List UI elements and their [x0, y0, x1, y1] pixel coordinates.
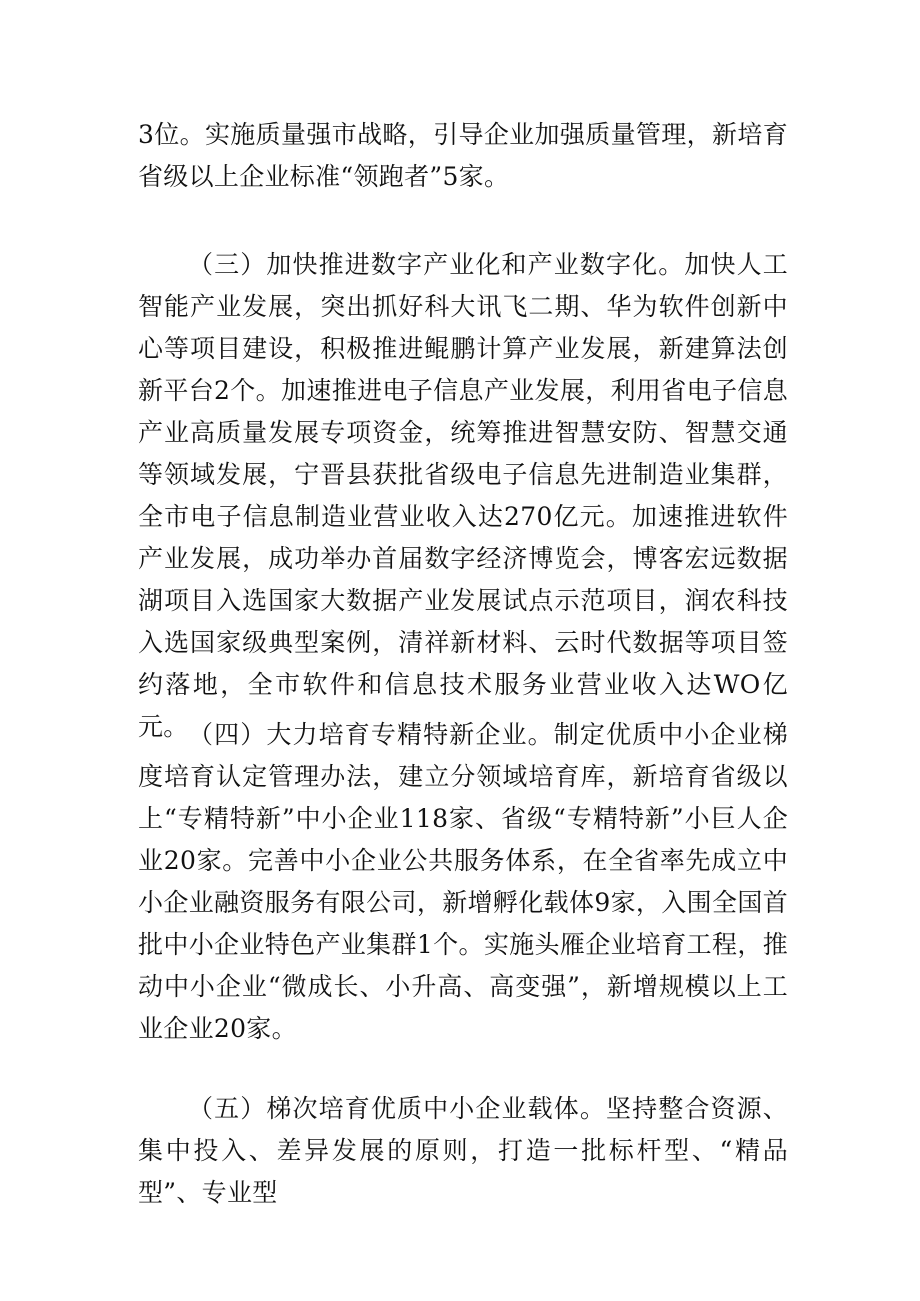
- paragraph-quality-strategy: 3位。实施质量强市战略，引导企业加强质量管理，新培育省级以上企业标准“领跑者”5家。: [138, 120, 788, 191]
- paragraph-digital-industrialization: （三）加快推进数字产业化和产业数字化。加快人工智能产业发展，突出抓好科大讯飞二期、华为软件创新中心等项目建设，积极推进鲲鹏计算产业发展，新建算法创新平台2个。加速推进电子信息产业发展，利用省电子信息产业高质量发展专项资金，统筹推进智慧安防、智慧交通等领域发展，宁晋县获批省级电子信息先进制造业集群，全市电子信息制造业营业收入达270亿元。加速推进软件产业发展，成功举办首届数字经济博览会，博客宏远数据湖项目入选国家大数据产业发展试点示范项目，润农科技入选国家级典型案例，清祥新材料、云时代数据等项目签约落地，全市软件和信息技术服务业营业收入达WO亿元。: [138, 250, 788, 741]
- paragraph-specialized-enterprises: （四）大力培育专精特新企业。制定优质中小企业梯度培育认定管理办法，建立分领域培育库，新培育省级以上“专精特新”中小企业118家、省级“专精特新”小巨人企业20家。完善中小企业公共服务体系，在全省率先成立中小企业融资服务有限公司，新增孵化载体9家，入围全国首批中小企业特色产业集群1个。实施头雁企业培育工程，推动中小企业“微成长、小升高、高变强”，新增规模以上工业企业20家。: [138, 720, 788, 1043]
- paragraph-sme-carriers: （五）梯次培育优质中小企业载体。坚持整合资源、集中投入、差异发展的原则，打造一批标杆型、“精品型”、专业型: [138, 1094, 788, 1207]
